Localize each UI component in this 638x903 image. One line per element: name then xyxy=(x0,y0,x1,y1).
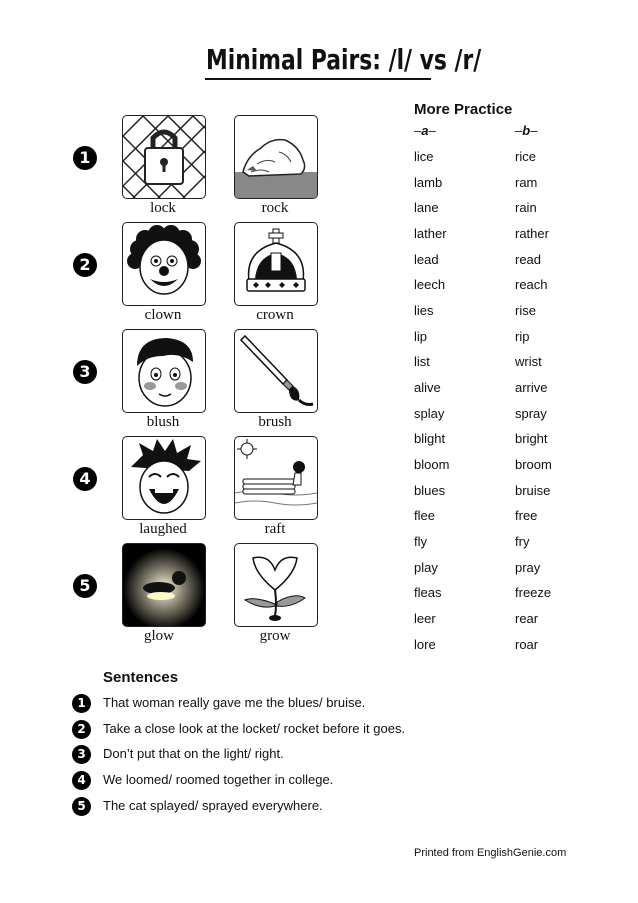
sentence-number-badge: 2 xyxy=(72,720,91,739)
word-a: blight xyxy=(414,431,446,446)
caption-glow: glow xyxy=(144,628,174,644)
word-b: rip xyxy=(515,329,530,344)
word-b: ram xyxy=(515,175,538,190)
word-a: alive xyxy=(414,380,441,395)
column-b-letter: b xyxy=(522,123,531,138)
caption-laughed: laughed xyxy=(139,521,187,537)
row-number-badge: 1 xyxy=(73,146,97,170)
page-title: Minimal Pairs: /l/ vs /r/ xyxy=(206,43,482,76)
caption-blush: blush xyxy=(146,414,180,430)
word-a: lead xyxy=(414,252,439,267)
word-pair-row xyxy=(414,534,614,554)
word-b: free xyxy=(515,508,538,523)
word-a: flee xyxy=(414,508,435,523)
sentence-text: Take a close look at the locket/ rocket before it goes. xyxy=(103,721,406,736)
word-a: list xyxy=(414,354,430,369)
word-b: rise xyxy=(515,303,536,318)
word-pair-row xyxy=(414,200,614,220)
blushing-face-icon xyxy=(122,329,206,413)
word-pair-row xyxy=(414,226,614,246)
sentences-title: Sentences xyxy=(103,669,179,686)
glowworm-icon xyxy=(122,543,206,627)
word-a: lather xyxy=(414,226,447,241)
word-a: lore xyxy=(414,637,436,652)
word-b: freeze xyxy=(515,585,552,600)
picture-row-4 xyxy=(0,436,380,543)
word-pair-row xyxy=(414,149,614,169)
picture-row-2 xyxy=(0,222,380,329)
word-a: lip xyxy=(414,329,428,344)
column-a-letter: a xyxy=(421,123,429,138)
picture-row-5 xyxy=(0,543,380,650)
caption-crown: crown xyxy=(256,307,294,323)
word-a: lane xyxy=(414,200,439,215)
word-pair-row xyxy=(414,329,614,349)
sentence-text: That woman really gave me the blues/ bruise. xyxy=(103,695,366,710)
rock-icon xyxy=(234,115,318,199)
word-b: roar xyxy=(515,637,539,652)
sentence-number-badge: 4 xyxy=(72,771,91,790)
word-a: lies xyxy=(414,303,434,318)
caption-grow: grow xyxy=(259,628,291,644)
word-b: bright xyxy=(515,431,548,446)
word-pair-row xyxy=(414,303,614,323)
word-b: pray xyxy=(515,560,541,575)
word-pair-row xyxy=(414,637,614,657)
word-pair-row xyxy=(414,431,614,451)
word-b: fry xyxy=(515,534,530,549)
sentence-number-badge: 5 xyxy=(72,797,91,816)
more-practice-title: More Practice xyxy=(414,101,513,118)
word-pair-row xyxy=(414,611,614,631)
word-pair-row xyxy=(414,354,614,374)
title-underline xyxy=(205,78,431,80)
row-number-badge: 4 xyxy=(73,467,97,491)
caption-raft: raft xyxy=(264,521,286,537)
word-pair-row xyxy=(414,175,614,195)
word-pair-row xyxy=(414,457,614,477)
word-b: rear xyxy=(515,611,539,626)
laughing-face-icon xyxy=(122,436,206,520)
word-b: wrist xyxy=(515,354,542,369)
word-b: rain xyxy=(515,200,537,215)
word-b: rice xyxy=(515,149,536,164)
clown-icon xyxy=(122,222,206,306)
word-b: reach xyxy=(515,277,548,292)
picture-row-3 xyxy=(0,329,380,436)
word-a: lice xyxy=(414,149,434,164)
word-a: blues xyxy=(414,483,446,498)
sentence-item xyxy=(72,772,592,792)
sentence-number-badge: 3 xyxy=(72,745,91,764)
word-a: lamb xyxy=(414,175,443,190)
paintbrush-icon xyxy=(234,329,318,413)
word-b: rather xyxy=(515,226,549,241)
word-a: bloom xyxy=(414,457,450,472)
caption-brush: brush xyxy=(258,414,292,430)
sentence-text: Don’t put that on the light/ right. xyxy=(103,746,284,761)
sentence-text: The cat splayed/ sprayed everywhere. xyxy=(103,798,323,813)
caption-rock: rock xyxy=(261,200,289,216)
raft-icon xyxy=(234,436,318,520)
word-a: play xyxy=(414,560,438,575)
word-pair-row xyxy=(414,277,614,297)
word-b: broom xyxy=(515,457,552,472)
word-pair-row xyxy=(414,508,614,528)
word-b: arrive xyxy=(515,380,548,395)
word-b: bruise xyxy=(515,483,551,498)
row-number-badge: 5 xyxy=(73,574,97,598)
padlock-icon xyxy=(122,115,206,199)
crown-icon xyxy=(234,222,318,306)
sentence-text: We loomed/ roomed together in college. xyxy=(103,772,334,787)
word-pair-row xyxy=(414,585,614,605)
word-pair-row xyxy=(414,380,614,400)
word-a: leech xyxy=(414,277,446,292)
caption-clown: clown xyxy=(144,307,182,323)
word-a: leer xyxy=(414,611,436,626)
footer-credit: Printed from EnglishGenie.com xyxy=(414,847,567,859)
column-a-header: –a– xyxy=(414,123,436,138)
word-b: read xyxy=(515,252,542,267)
word-pair-row xyxy=(414,560,614,580)
word-a: fly xyxy=(414,534,427,549)
word-a: splay xyxy=(414,406,445,421)
word-pair-row xyxy=(414,252,614,272)
sentence-number-badge: 1 xyxy=(72,694,91,713)
word-a: fleas xyxy=(414,585,442,600)
sentence-item xyxy=(72,695,592,715)
word-b: spray xyxy=(515,406,547,421)
caption-lock: lock xyxy=(150,200,176,216)
row-number-badge: 2 xyxy=(73,253,97,277)
sentence-item xyxy=(72,746,592,766)
sentence-item xyxy=(72,798,592,818)
row-number-badge: 3 xyxy=(73,360,97,384)
word-pair-row xyxy=(414,406,614,426)
growing-flower-icon xyxy=(234,543,318,627)
picture-row-1 xyxy=(0,115,380,222)
sentence-item xyxy=(72,721,592,741)
word-pair-row xyxy=(414,483,614,503)
column-b-header: –b– xyxy=(515,123,538,138)
